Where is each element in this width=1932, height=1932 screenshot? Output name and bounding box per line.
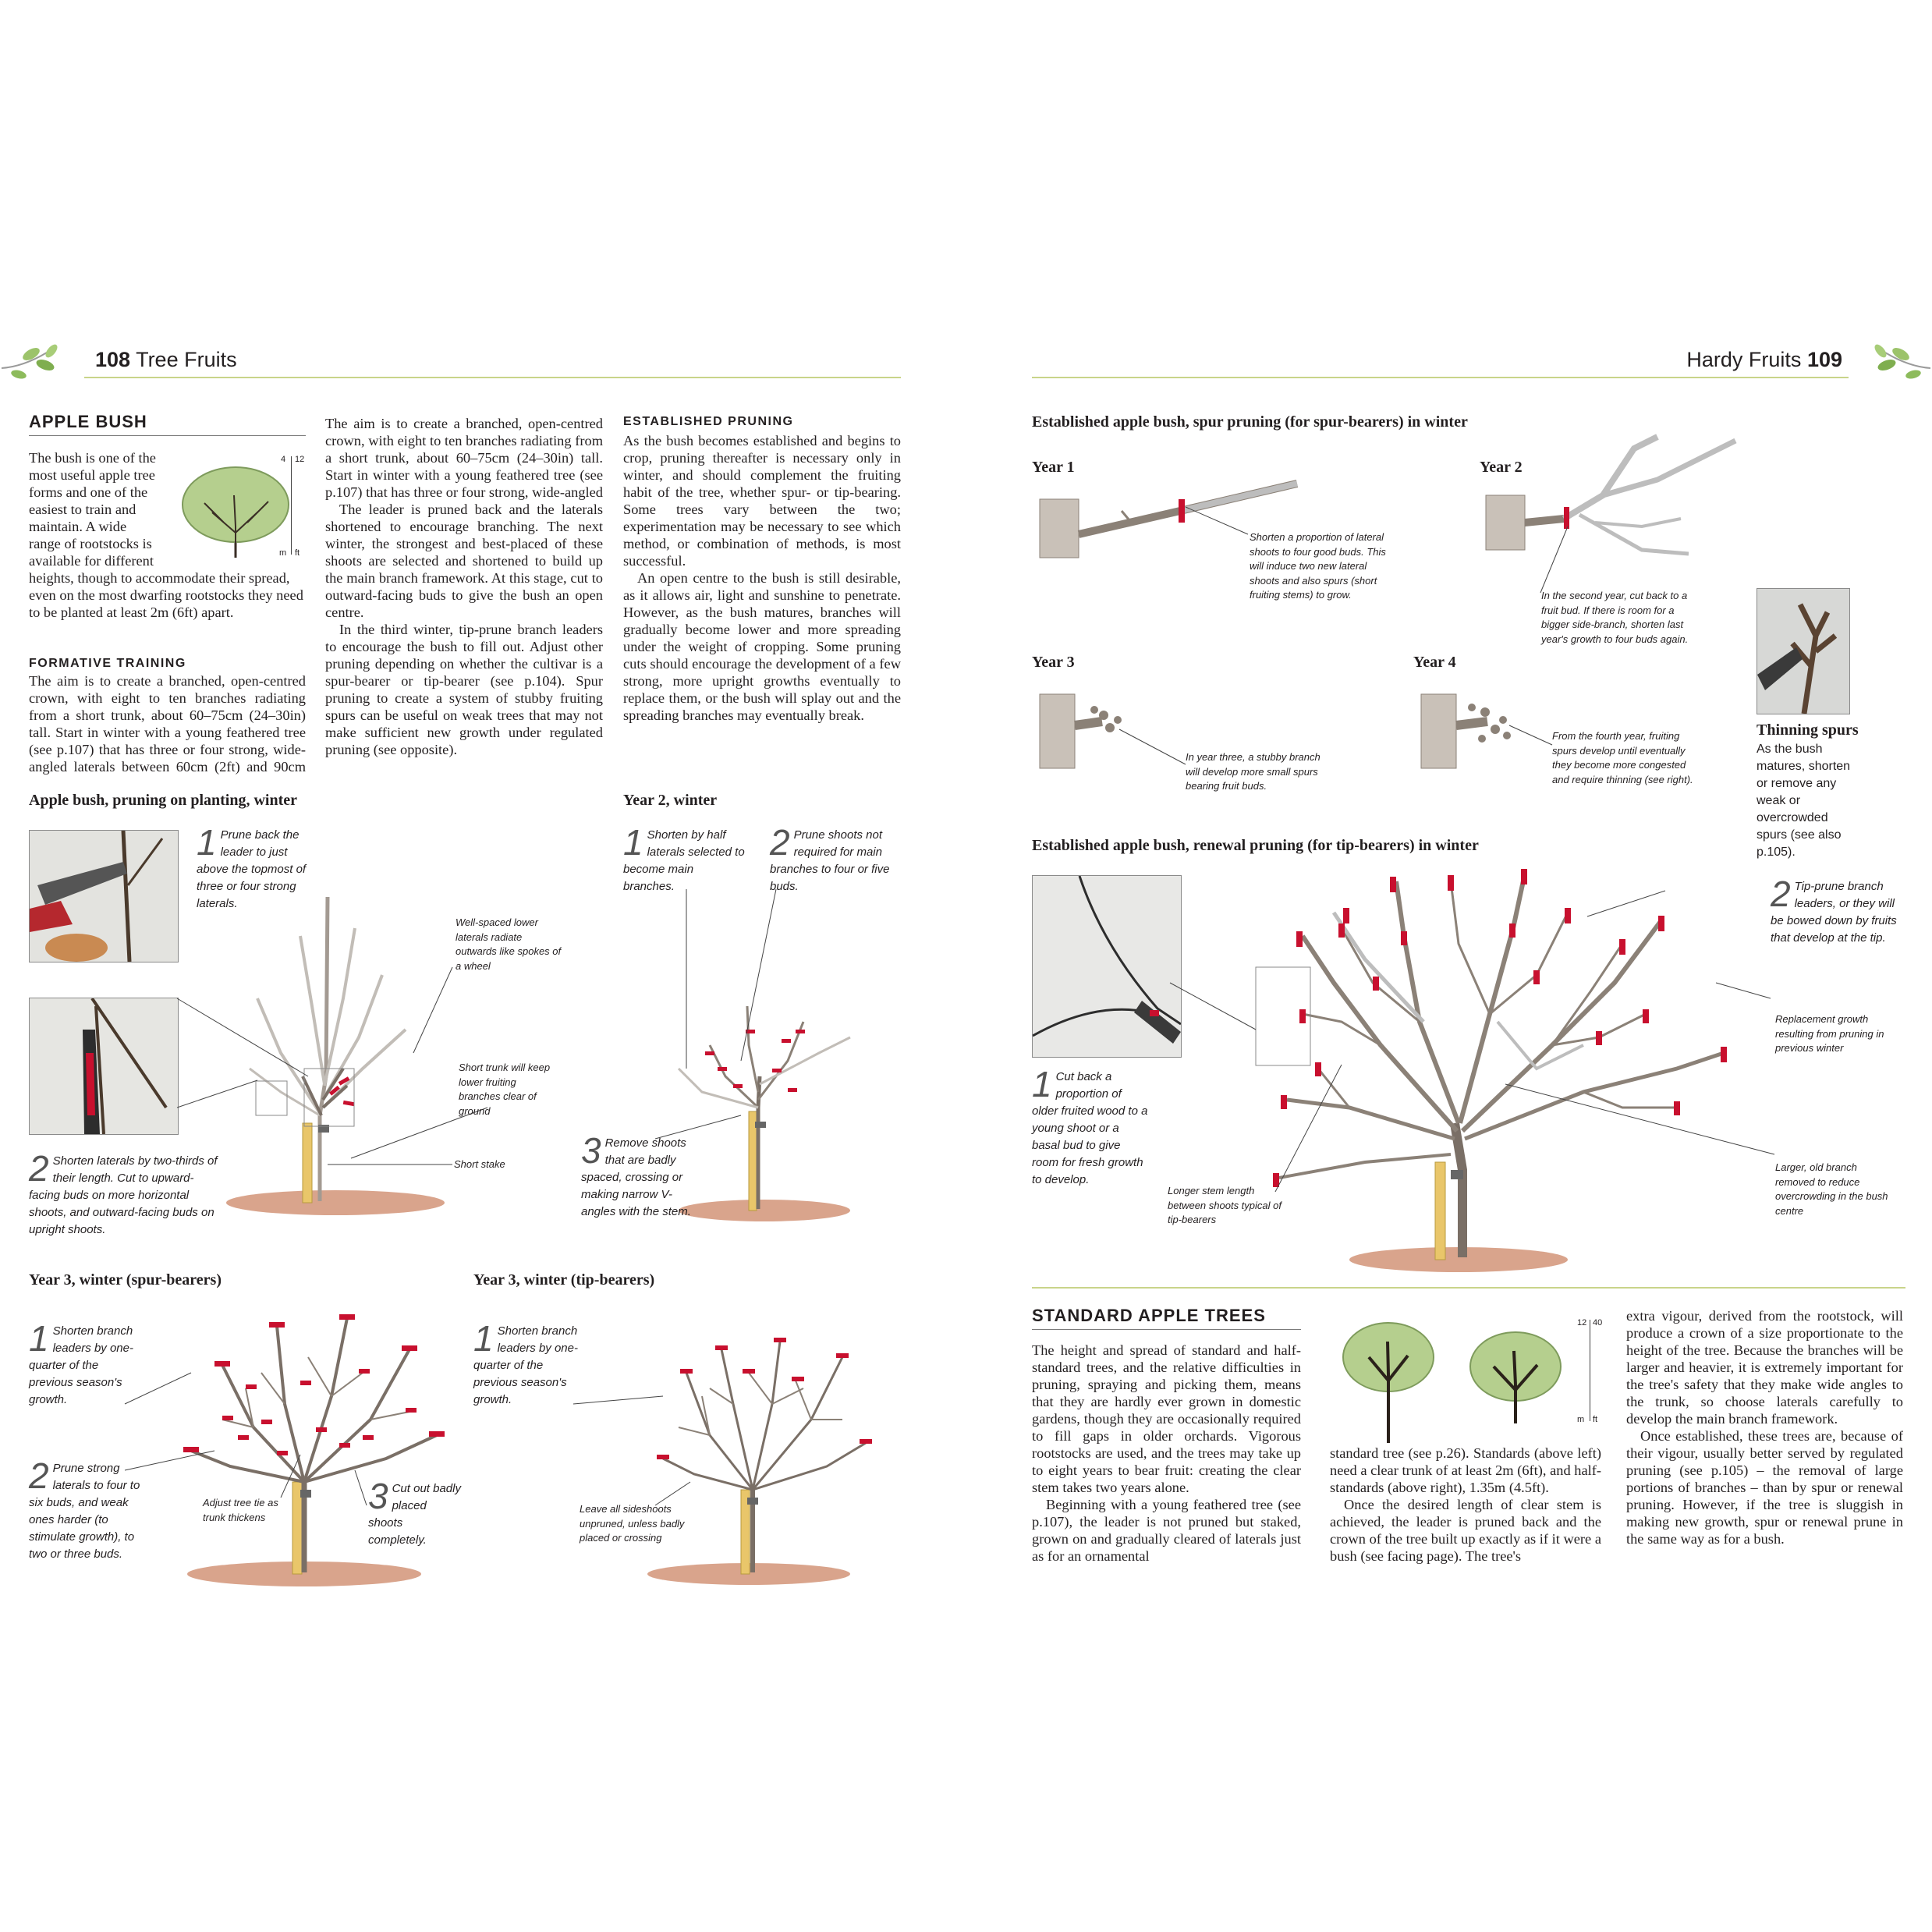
photo-thinning-spurs	[1757, 588, 1850, 714]
standard-p2: Beginning with a young feathered tree (see p.107), the leader is not pruned but staked, grown on and gradually cleared of laterals just as for an ornamental	[1032, 1497, 1301, 1564]
renewal-note-longer: Longer stem length between shoots typical of tip-bearers	[1168, 1185, 1282, 1225]
leaf-sprig-icon	[1870, 337, 1932, 384]
spur-year4-note: From the fourth year, fruiting spurs develop until eventually they become more congested and require thinning (see right).	[1552, 730, 1693, 785]
renewal-step2-text: Tip-prune branch leaders, or they will be bowed down by fruits that develop at the tip.	[1771, 880, 1897, 945]
right-running-head	[1669, 348, 1842, 372]
fig-year3-spur-title: Year 3, winter (spur-bearers)	[29, 1271, 222, 1289]
planting-step1-text: Prune back the leader to just above the topmost of three or four strong laterals.	[197, 828, 307, 910]
fig-year3-tip-title: Year 3, winter (tip-bearers)	[473, 1271, 655, 1289]
planting-step2-num: 2	[29, 1148, 49, 1189]
standard-scale	[1576, 1318, 1607, 1427]
year3-spur-step2-text: Prune strong laterals to four to six buds, and weak ones harder (to stimulate growth), to two or three buds.	[29, 1462, 140, 1561]
spur-year2-label: Year 2	[1480, 459, 1523, 476]
photo-renewal-cut	[1032, 875, 1182, 1058]
year2-step1-text: Shorten by half laterals selected to become main branches.	[623, 828, 745, 893]
standard-col2	[1330, 1445, 1601, 1565]
standard-p6: Once established, these trees are, because of their vigour, usually better served by regulated pruning (see p.105) – the removal of large portions of branches – than by spur or renewal pruning. However, if the tree is sluggish in making new growth, spur or renewal prune in the same way as for a bush.	[1626, 1428, 1903, 1547]
year3-spur-step2-num: 2	[29, 1455, 49, 1496]
renewal-step1-text: Cut back a proportion of older fruited wood to a young shoot or a basal bud to give room for fresh growth to develop.	[1032, 1070, 1148, 1186]
year2-step3	[581, 1130, 706, 1221]
established-p1: As the bush becomes established and begins to crop, pruning thereafter is necessary only in winter, and should complement the fruiting habit of the tree, whether spur- or tip-bearing. Some trees vary between the two; experimentation may be necessary to see which method, or combination of methods, is most successful.	[623, 433, 901, 569]
left-running-head-text: Tree Fruits	[136, 348, 237, 371]
standard-col3	[1626, 1307, 1903, 1547]
formative-p2: The leader is pruned back and the laterals shortened to encourage branching. The next winter, the strongest and best-placed of these shoots are selected and shortened to build up the main branch framework. At this stage, cut to outward-facing buds to give the bush an open centre.	[325, 502, 603, 620]
year2-leader-lines	[624, 858, 936, 1170]
standard-title: STANDARD APPLE TREES	[1032, 1306, 1266, 1325]
formative-p1: The aim is to create a branched, open-centred crown, with eight to ten branches radiating from a short trunk, about 60–75cm (24–30in) tall. Start in winter with a young feathered tree (see p.107) that has three or four strong, wide-angled laterals between 60cm (2ft) and 90cm	[29, 673, 306, 775]
standard-section-rule	[1032, 1287, 1905, 1289]
year2-step2-text: Prune shoots not required for main branches to four or five buds.	[770, 828, 890, 893]
renewal-note-replacement: Replacement growth resulting from pruning in previous winter	[1775, 1013, 1884, 1054]
formative-text-col1	[29, 672, 306, 777]
year3-spur-step1-num: 1	[29, 1318, 49, 1359]
fig-planting-title: Apple bush, pruning on planting, winter	[29, 792, 298, 809]
standard-p3: standard tree (see p.26). Standards (above left) need a clear trunk of at least 2m (6ft), and half-standards (above right), 1.35m (4.5ft).	[1330, 1445, 1601, 1495]
standard-p1: The height and spread of standard and half-standard trees, and the relative difficulties in pruning, spraying and picking them, means that they are hardly ever grown in domestic gardens, though they are occasionally required to fill gaps in older orchards. Vigorous rootstocks are used, and the trees may take up to eight years to bear fruit: creating the clear stem takes two years alone.	[1032, 1342, 1301, 1495]
formative-training-title: FORMATIVE TRAINING	[29, 657, 186, 670]
standard-scale-bottom-left: m	[1577, 1415, 1585, 1424]
right-running-head-text: Hardy Fruits	[1686, 348, 1802, 371]
bush-scale-bottom-left: m	[279, 548, 287, 558]
apple-bush-column-1	[29, 449, 306, 621]
thinning-spurs-title: Thinning spurs	[1757, 721, 1859, 739]
fig-spur-title: Established apple bush, spur pruning (for spur-bearers) in winter	[1032, 413, 1468, 431]
fig-renewal-title: Established apple bush, renewal pruning (for tip-bearers) in winter	[1032, 837, 1479, 854]
thinning-spurs-text: As the bush matures, shorten or remove any weak or overcrowded spurs (see also p.105).	[1757, 743, 1851, 859]
year2-step3-text: Remove shoots that are badly spaced, crossing or making narrow V-angles with the stem.	[581, 1136, 691, 1218]
renewal-step2-num: 2	[1771, 874, 1791, 914]
planting-note-trunk: Short trunk will keep lower fruiting branches clear of ground	[459, 1062, 551, 1117]
bush-scale-top-right: 12	[295, 455, 305, 464]
left-running-head	[95, 348, 237, 372]
renewal-step2	[1771, 874, 1903, 947]
year3-tip-step1-num: 1	[473, 1318, 494, 1359]
left-page-number: 108	[95, 348, 131, 371]
spur-year4-label: Year 4	[1413, 654, 1456, 671]
apple-bush-intro: The bush is one of the most useful apple tree forms and one of the easiest to train and maintain. A wide range of rootstocks is available for different heights, though to accommodate their spread, even on the most dwarfing rootstocks they need to be planted at least 2m (6ft) apart.	[29, 450, 303, 620]
standard-scale-top-left: 12	[1577, 1318, 1587, 1328]
bush-scale-bottom-right: ft	[295, 548, 300, 558]
spur-year1-note: Shorten a proportion of lateral shoots to four good buds. This will induce two new lateral shoots and also spurs (short fruiting stems) to grow.	[1250, 531, 1386, 601]
standard-col1	[1032, 1342, 1301, 1565]
year3-spur-step3	[368, 1476, 462, 1549]
formative-text-col2	[325, 415, 603, 758]
year3-spur-step3-num: 3	[368, 1476, 388, 1516]
standard-p4: Once the desired length of clear stem is achieved, the leader is pruned back and the crown of the tree built up exactly as if it were a bush (see facing page). The tree's	[1330, 1497, 1601, 1564]
year2-step2-num: 2	[770, 822, 790, 863]
formative-p1-cont: The aim is to create a branched, open-centred crown, with eight to ten branches radiating from a short trunk, about 60–75cm (24–30in) tall. Start in winter with a young feathered tree (see p.107) that has three or four strong, wide-angled	[325, 416, 603, 500]
spur-year2-illustration	[1486, 433, 1743, 558]
year2-step1-num: 1	[623, 822, 643, 863]
planting-step2-text: Shorten laterals by two-thirds of their length. Cut to upward-facing buds on more horizontal shoots, and outward-facing buds on upright shoots.	[29, 1154, 218, 1236]
apple-bush-title-rule	[29, 435, 306, 436]
standard-scale-top-right: 40	[1593, 1318, 1603, 1328]
year2-step3-num: 3	[581, 1130, 601, 1171]
planting-step2	[29, 1148, 224, 1239]
right-page-number: 109	[1806, 348, 1842, 371]
spur-year3-note: In year three, a stubby branch will develop more small spurs bearing fruit buds.	[1186, 751, 1320, 792]
established-text	[623, 432, 901, 724]
planting-step1-num: 1	[197, 822, 217, 863]
right-header-rule	[1032, 377, 1849, 378]
year3-spur-step2	[29, 1455, 154, 1563]
standard-title-rule	[1032, 1329, 1301, 1330]
planting-leaders	[0, 0, 390, 312]
year3-spur-note-tie: Adjust tree tie as trunk thickens	[203, 1497, 278, 1523]
planting-note-stake: Short stake	[454, 1158, 505, 1170]
spur-year2-note: In the second year, cut back to a fruit bud. If there is room for a bigger side-branch, shorten last year's growth to four buds again.	[1541, 590, 1689, 645]
established-pruning-title: ESTABLISHED PRUNING	[623, 415, 794, 428]
planting-note-spokes: Well-spaced lower laterals radiate outwards like spokes of a wheel	[456, 916, 562, 972]
year3-spur-step1-text: Shorten branch leaders by one-quarter of the previous season's growth.	[29, 1324, 133, 1406]
year3-tip-step1-text: Shorten branch leaders by one-quarter of the previous season's growth.	[473, 1324, 578, 1406]
formative-p3: In the third winter, tip-prune branch leaders to encourage the bush to fill out. Adjust other pruning depending on whether the cultivar is a spur-bearer or tip-bearer (see p.104). Spur pruning to create a system of stubby fruiting spurs can be useful on weak trees that may not make sufficient new growth under regulated pruning (see opposite).	[325, 622, 603, 757]
renewal-note-larger: Larger, old branch removed to reduce overcrowding in the bush centre	[1775, 1161, 1888, 1217]
leaf-sprig-icon	[0, 337, 62, 384]
renewal-step1	[1032, 1064, 1149, 1189]
bush-scale-top-left: 4	[281, 455, 286, 464]
standard-scale-bottom-right: ft	[1593, 1415, 1598, 1424]
spur-year1-label: Year 1	[1032, 459, 1075, 476]
spur-year3-label: Year 3	[1032, 654, 1075, 671]
apple-bush-title: APPLE BUSH	[29, 412, 147, 431]
fig-year2-title: Year 2, winter	[623, 792, 718, 809]
year3-tip-note-side: Leave all sideshoots unpruned, unless badly placed or crossing	[580, 1503, 685, 1544]
renewal-step1-num: 1	[1032, 1064, 1052, 1104]
established-p2: An open centre to the bush is still desirable, as it allows air, light and sunshine to penetrate. However, as the bush matures, branches will gradually become lower and more spreading under the weight of cropping. Some pruning cuts should encourage the development of a few strong, more upright growths eventually to replace them, or the bush will splay out and the spreading branches may eventually break.	[623, 570, 901, 723]
year3-tip-leader-lines	[546, 1287, 858, 1599]
left-header-rule	[84, 377, 901, 378]
standard-p5: extra vigour, derived from the rootstock, will produce a crown of a size proportionate to the height of the tree. Because the branches will be larger and heavier, it is extremely important for the tree's safety that they make wide angles to the trunk, so choose laterals carefully to develop the main branch framework.	[1626, 1308, 1903, 1427]
year3-spur-step3-text: Cut out badly placed shoots completely.	[368, 1482, 461, 1547]
